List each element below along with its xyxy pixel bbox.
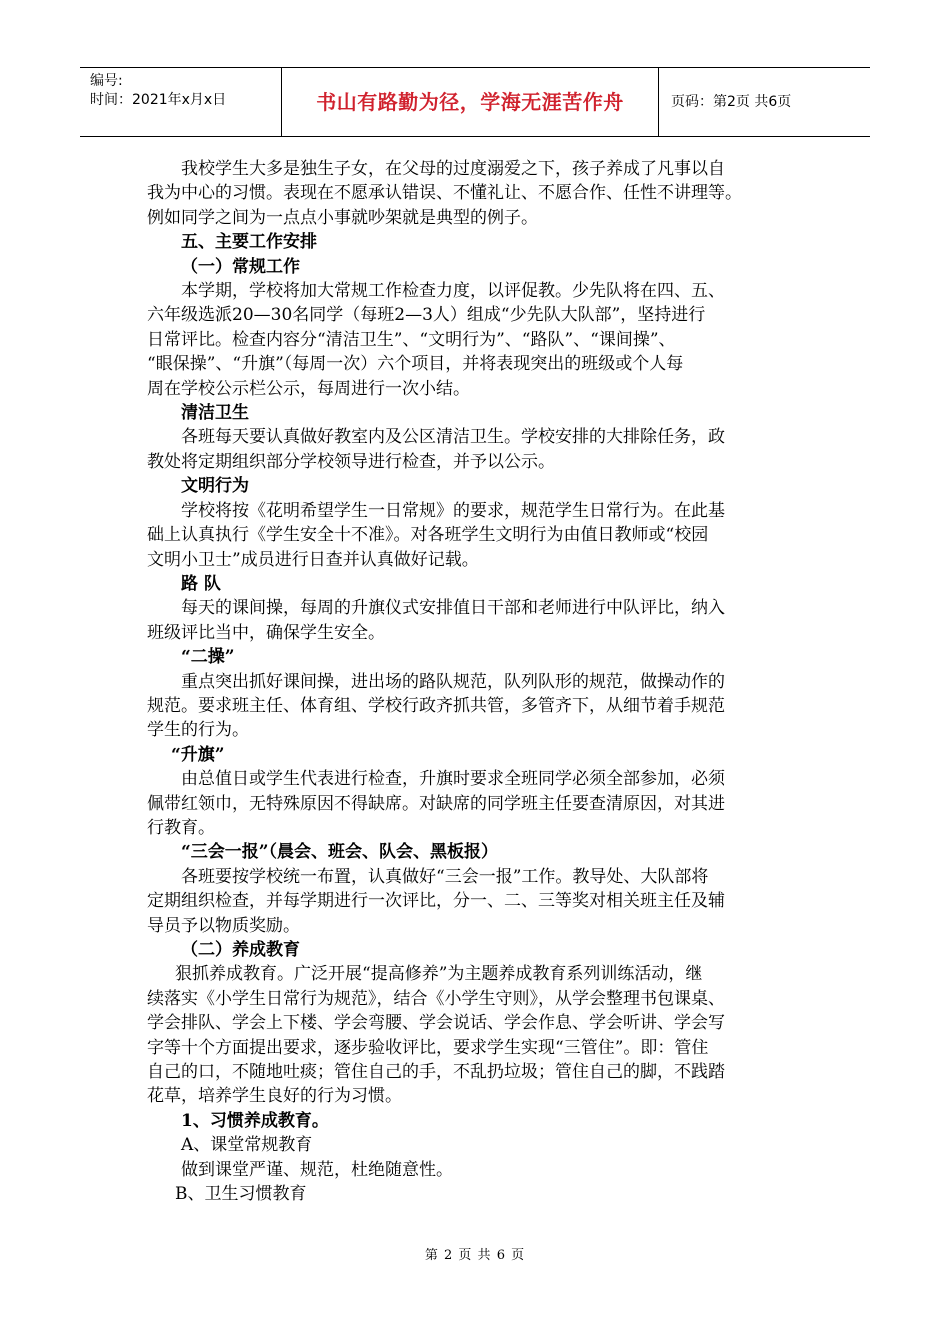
section-heading: 五、主要工作安排 (181, 232, 317, 253)
paragraph-line: 各班每天要认真做好教室内及公区清洁卫生。学校安排的大排除任务，政 (181, 427, 725, 448)
section-heading: 清洁卫生 (181, 403, 249, 424)
page-footer: 第 2 页 共 6 页 (424, 1248, 526, 1263)
paragraph-line: 学生的行为。 (147, 720, 249, 741)
paragraph-line: 本学期，学校将加大常规工作检查力度，以评促教。少先队将在四、五、 (181, 281, 725, 302)
header-info-cell (80, 68, 282, 136)
paragraph-line: 六年级选派20—30名同学（每班2—3人）组成“少先队大队部”，坚持进行 (147, 305, 706, 326)
section-heading: “三会一报”（晨会、班会、队会、黑板报） (181, 842, 499, 863)
paragraph-line: 础上认真执行《学生安全十不准》。对各班学生文明行为由值日教师或“校园 (147, 525, 709, 546)
paragraph-line: 每天的课间操，每周的升旗仪式安排值日干部和老师进行中队评比，纳入 (181, 598, 725, 619)
paragraph-line: “眼保操”、“升旗”（每周一次）六个项目，并将表现突出的班级或个人每 (147, 354, 684, 375)
paragraph-line: 狠抓养成教育。广泛开展“提高修养”为主题养成教育系列训练活动，继 (175, 964, 703, 985)
paragraph-line: 行教育。 (147, 817, 215, 838)
paragraph-line: B、卫生习惯教育 (175, 1184, 307, 1205)
header-motto: 书山有路勤为径，学海无涯苦作舟 (282, 68, 659, 136)
paragraph-line: 字等十个方面提出要求，逐步验收评比，要求学生实现“三管住”。即：管住 (147, 1037, 709, 1058)
paragraph-line: 花草，培养学生良好的行为习惯。 (147, 1086, 402, 1107)
paragraph-line: 我校学生大多是独生子女，在父母的过度溺爱之下，孩子养成了凡事以自 (181, 159, 725, 179)
paragraph-line: 做到课堂严谨、规范，杜绝随意性。 (181, 1159, 453, 1180)
paragraph-line: A、课堂常规教育 (181, 1135, 313, 1156)
header-page-number: 页码：第2页 共6页 (671, 94, 792, 110)
paragraph-line: 自己的口，不随地吐痰；管住自己的手，不乱扔垃圾；管住自己的脚，不践踏 (147, 1062, 725, 1083)
paragraph-line: 周在学校公示栏公示，每周进行一次小结。 (147, 378, 470, 399)
paragraph-line: 日常评比。检查内容分“清洁卫生”、“文明行为”、“路队”、“课间操”、 (147, 329, 676, 350)
section-heading: “二操” (181, 647, 235, 668)
paragraph-line: 文明小卫士”成员进行日查并认真做好记载。 (147, 549, 479, 570)
paragraph-line: 重点突出抓好课间操，进出场的路队规范，队列队形的规范，做操动作的 (181, 671, 725, 692)
page-header (80, 67, 870, 137)
paragraph-line: 我为中心的习惯。表现在不愿承认错误、不懂礼让、不愿合作、任性不讲理等。 (147, 183, 742, 204)
paragraph-line: 规范。要求班主任、体育组、学校行政齐抓共管，多管齐下，从细节着手规范 (147, 695, 725, 716)
document-body (147, 157, 827, 1206)
section-heading: 1、习惯养成教育。 (181, 1110, 329, 1131)
document-number-label: 编号: (90, 73, 123, 89)
paragraph-line: 学校将按《花明希望学生一日常规》的要求，规范学生日常行为。在此基 (181, 500, 725, 521)
paragraph-line: 例如同学之间为一点点小事就吵架就是典型的例子。 (147, 207, 538, 228)
section-heading: “升旗” (171, 744, 225, 765)
section-heading: （一）常规工作 (181, 256, 300, 277)
paragraph-line: 班级评比当中，确保学生安全。 (147, 622, 385, 643)
paragraph-line: 由总值日或学生代表进行检查，升旗时要求全班同学必须全部参加，必须 (181, 769, 725, 790)
section-heading: 路 队 (181, 573, 221, 594)
paragraph-line: 续落实《小学生日常行为规范》，结合《小学生守则》，从学会整理书包课桌、 (147, 988, 725, 1009)
paragraph-line: 教处将定期组织部分学校领导进行检查，并予以公示。 (147, 451, 555, 472)
section-heading: （二）养成教育 (181, 940, 300, 960)
paragraph-line: 导员予以物质奖励。 (147, 915, 300, 936)
section-heading: 文明行为 (181, 476, 249, 497)
paragraph-line: 各班要按学校统一布置，认真做好“三会一报”工作。教导处、大队部将 (181, 866, 709, 887)
document-date-label: 时间：2021年x月x日 (90, 92, 227, 108)
paragraph-line: 佩带红领巾，无特殊原因不得缺席。对缺席的同学班主任要查清原因，对其进 (147, 793, 725, 814)
paragraph-line: 学会排队、学会上下楼、学会弯腰、学会说话、学会作息、学会听讲、学会写 (147, 1013, 725, 1034)
paragraph-line: 定期组织检查，并每学期进行一次评比，分一、二、三等奖对相关班主任及辅 (147, 891, 725, 912)
